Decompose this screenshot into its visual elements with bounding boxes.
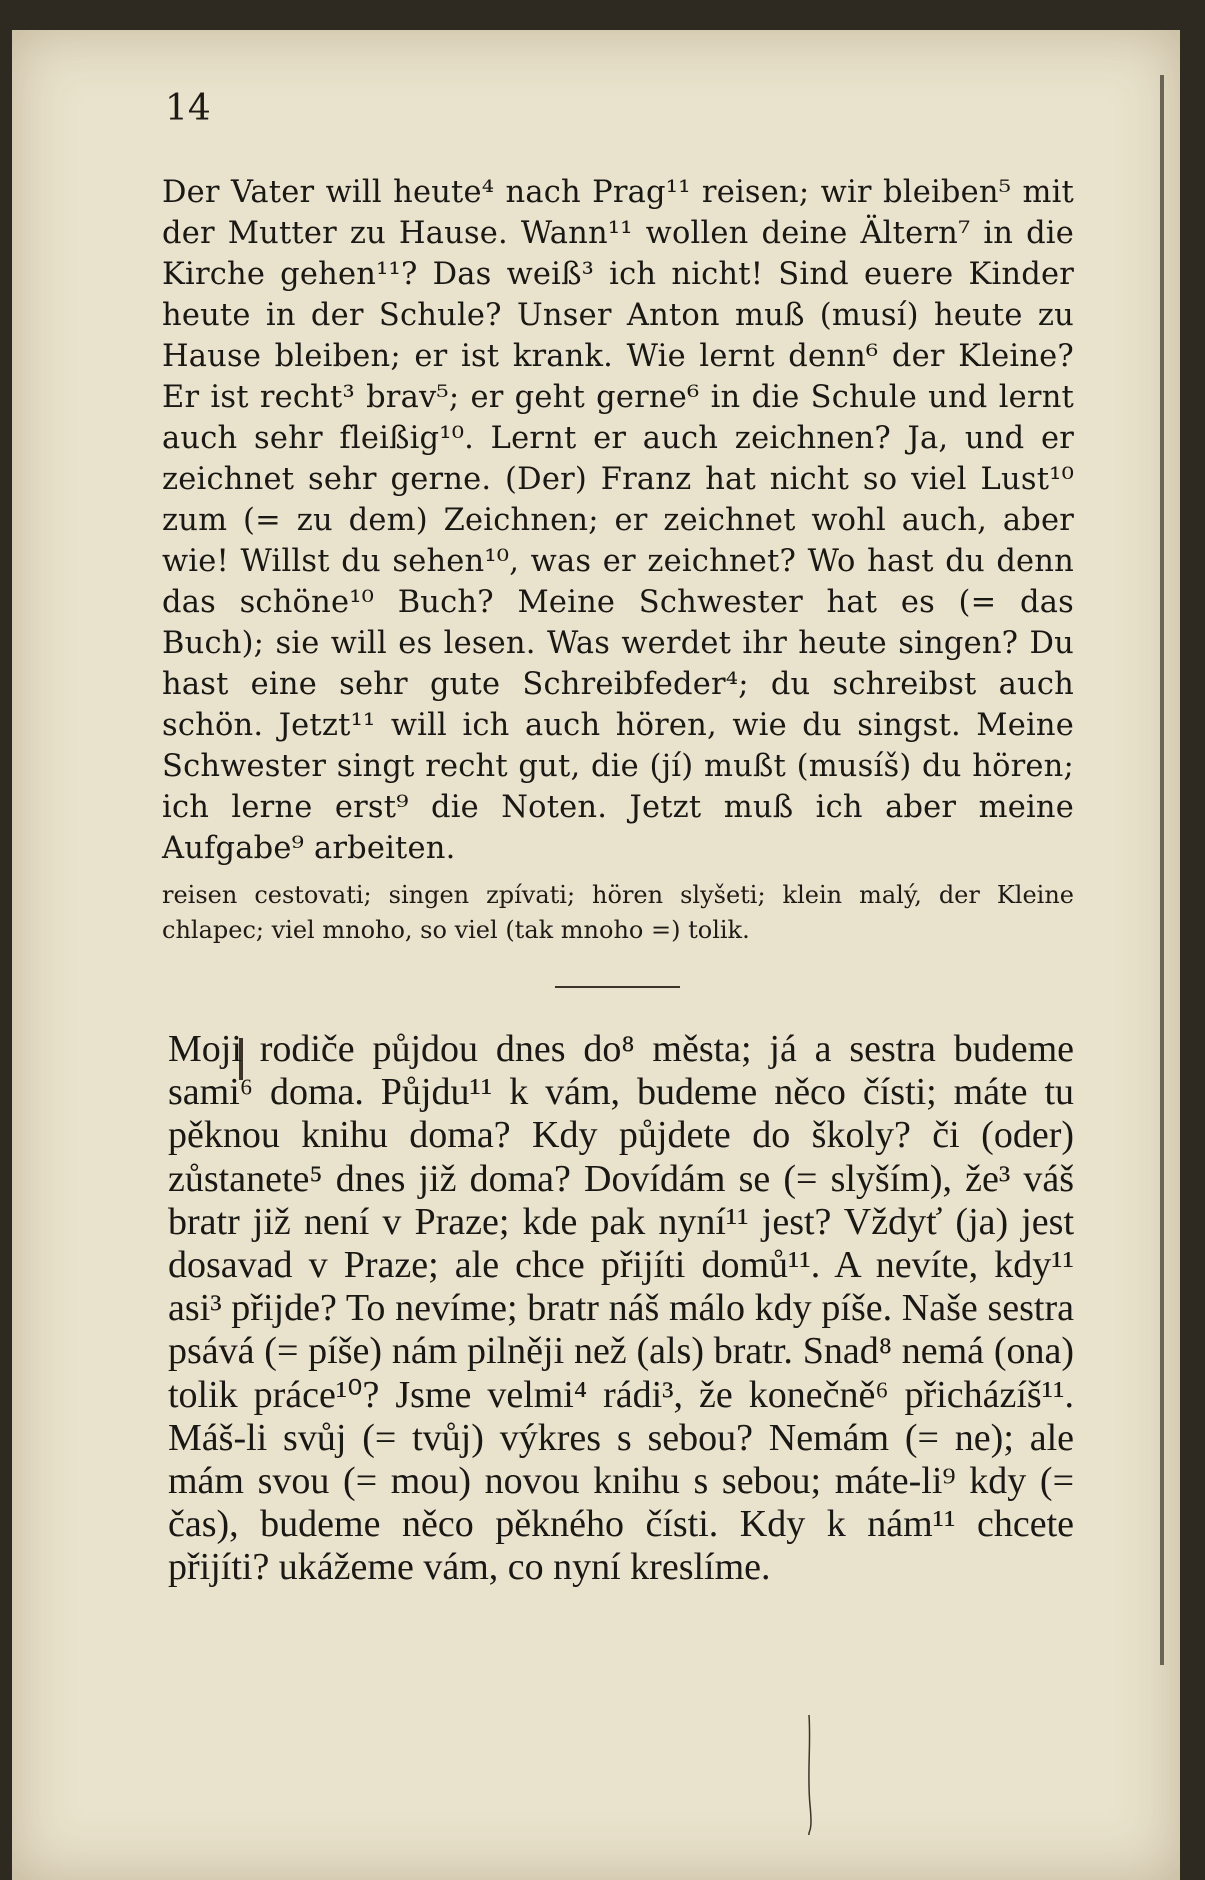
page-edge-line bbox=[1160, 75, 1164, 1665]
page-number: 14 bbox=[165, 88, 211, 129]
german-text-block bbox=[162, 172, 1074, 869]
pencil-mark bbox=[805, 1715, 813, 1835]
czech-text-block bbox=[168, 1028, 1074, 1590]
german-paragraph: Der Vater will heute⁴ nach Prag¹¹ reisen; wir bleiben⁵ mit der Mutter zu Hause. Wann¹¹ wollen deine Ältern⁷ in die Kirche gehen¹¹? Das weiß³ ich nicht! Sind euere Kinder heute in der Schule? Unser Anton muß (musí) heute zu Hause bleiben; er ist krank. Wie lernt denn⁶ der Kleine? Er ist recht³ brav⁵; er geht gerne⁶ in die Schule und lernt auch sehr fleißig¹⁰. Lernt er auch zeichnen? Ja, und er zeichnet sehr gerne. (Der) Franz hat nicht so viel Lust¹⁰ zum (= zu dem) Zeichnen; er zeichnet wohl auch, aber wie! Willst du sehen¹⁰, was er zeichnet? Wo hast du denn das schöne¹⁰ Buch? Meine Schwester hat es (= das Buch); sie will es lesen. Was werdet ihr heute singen? Du hast eine sehr gute Schreibfeder⁴; du schreibst auch schön. Jetzt¹¹ will ich auch hören, wie du singst. Meine Schwester singt recht gut, die (jí) mußt (musíš) du hören; ich lerne erst⁹ die Noten. Jetzt muß ich aber meine Aufgabe⁹ arbeiten. bbox=[162, 175, 1074, 866]
vocabulary-note: reisen cestovati; singen zpívati; hören slyšeti; klein malý, der Kleine chlapec; viel mnoho, so viel (tak mnoho =) tolik. bbox=[162, 881, 1074, 944]
czech-paragraph: Moji rodiče půjdou dnes do⁸ města; já a sestra budeme sami⁶ doma. Půjdu¹¹ k vám, budeme něco čísti; máte tu pěknou knihu doma? Kdy půjdete do školy? či (oder) zůstanete⁵ dnes již doma? Dovídám se (= slyším), že³ váš bratr již není v Praze; kde pak nyní¹¹ jest? Vždyť (ja) jest dosavad v Praze; ale chce přijíti domů¹¹. A nevíte, kdy¹¹ asi³ přijde? To nevíme; bratr náš málo kdy píše. Naše sestra psává (= píše) nám pilněji než (als) bratr. Snad⁸ nemá (ona) tolik práce¹⁰? Jsme velmi⁴ rádi³, že konečně⁶ přicházíš¹¹. Máš-li svůj (= tvůj) výkres s sebou? Nemám (= ne); ale mám svou (= mou) novou knihu s sebou; máte-li⁹ kdy (= čas), budeme něco pěkného čísti. Kdy k nám¹¹ chcete přijíti? ukážeme vám, co nyní kreslíme. bbox=[168, 1028, 1074, 1589]
section-divider bbox=[555, 986, 680, 988]
